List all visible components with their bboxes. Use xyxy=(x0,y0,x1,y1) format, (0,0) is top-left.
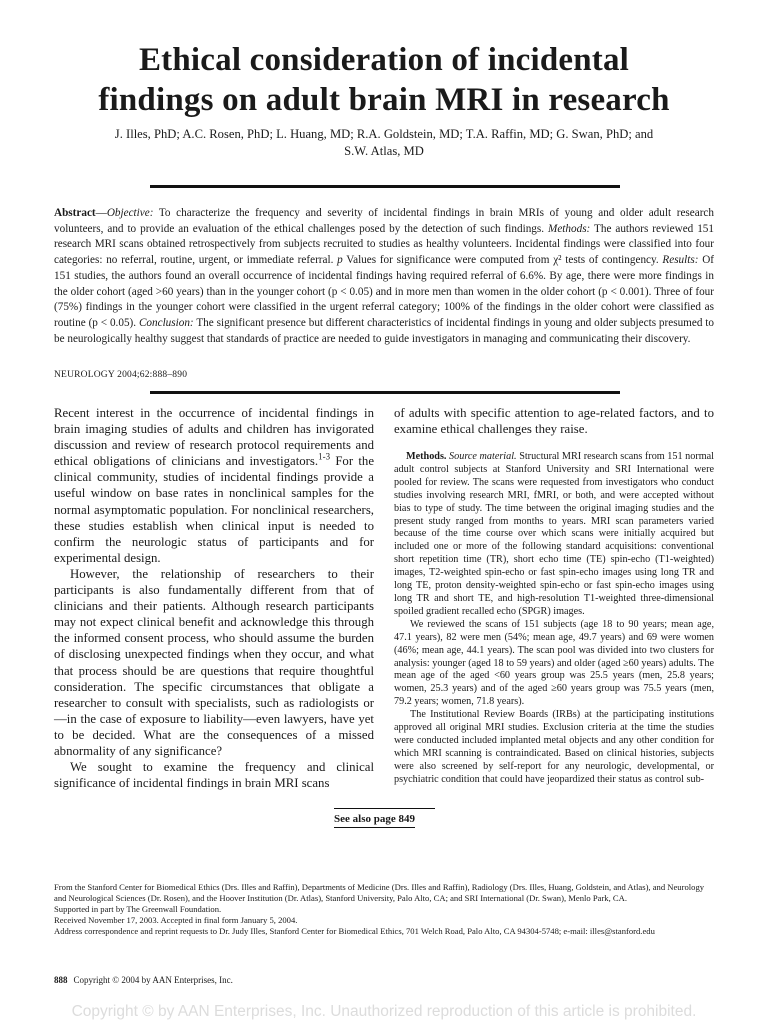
intro-paragraph-2: However, the relationship of researchers to their participants is also fundamentally different from that of clinicians and their patients. Although research participants may not expect clinical benefit and acknowledge this through the informed consent process, who should assume the burden of disclosing unexpected findings when they occur, and what that process should be are questions that require thoughtful consideration. The specific circumstances that obligate a researcher to consult with specialists, such as radiologists or—in the case of exposure to liability—even lawyers, have yet to be decided. What are the consequences of a missed abnormality of any significance? xyxy=(54,566,374,758)
objective-text: To characterize the frequency and severity of incidental findings in brain MRIs of young and older adult research volunteers, and to provide an evaluation of the ethical challenges posed by the detection of such findings. xyxy=(54,207,714,235)
journal-citation: NEUROLOGY 2004;62:888–890 xyxy=(54,370,188,380)
see-also-link[interactable]: See also page 849 xyxy=(334,813,415,828)
title-line-2: findings on adult brain MRI in research xyxy=(98,82,670,118)
methods-text: The authors reviewed 151 research MRI scans obtained retrospectively from subjects recruited to studies as healthy volunteers. Incidental findings were classified into four categories: no referral, routine, urgent, or immediate referral. xyxy=(54,222,714,267)
intro-paragraph-3: We sought to examine the frequency and clinical significance of incidental findings in brain MRI scans xyxy=(54,760,374,791)
support-note: Supported in part by The Greenwall Foundation. xyxy=(54,904,222,915)
received-note: Received November 17, 2003. Accepted in final form January 5, 2004. xyxy=(54,915,298,926)
footnotes xyxy=(54,882,714,937)
see-also-rule xyxy=(334,808,435,809)
abstract-label: Abstract xyxy=(54,207,96,219)
methods-p1-text: Structural MRI research scans from 151 normal adult control subjects at Stanford University and SRI International were pooled for review. The scans were requested from investigators who conduct studies involving research MRI, fMRI, or both, and were accepted without bias to type of study. The time between the original imaging studies and the present study ranged from months to years. MRI scan parameters varied because of the time course over which scans were initially acquired but included one or more of the following standard acquisitions: conventional short repetition time (TR), short echo time (TE) spin-echo (T1-weighted) images, T2-weighted spin-echo or fast spin-echo images using long TR and long TE, proton density-weighted spin-echo or fast spin-echo images using long TR and short TE, and high-resolution T1-weighted three-dimensional spoiled gradient recalled echo (SPGR) images. xyxy=(394,451,715,617)
address-note: Address correspondence and reprint requests to Dr. Judy Illes, Stanford Center for Biomedical Ethics, 701 Welch Road, Palo Alto, CA 94304-5748; e-mail: illes@stanford.edu xyxy=(54,926,655,937)
authors-line-2: S.W. Atlas, MD xyxy=(344,144,424,158)
abstract: Abstract—Objective: To characterize the frequency and severity of incidental findings in brain MRIs of young and older adult research volunteers, and to provide an evaluation of the ethical challenges posed by the detection of such findings. Methods: The authors reviewed 151 research MRI scans obtained retrospectively from subjects recruited to studies as healthy volunteers. Incidental findings were classified into four categories: no referral, routine, urgent, or immediate referral. p Values for significance were computed from χ² tests of contingency. Results: Of 151 studies, the authors found an overall occurrence of incidental findings having required referral of 6.6%. By age, there were more findings in the older cohort (aged >60 years) than in the younger cohort (p < 0.05) and in more men than women in the older cohort (p < 0.001). Three of four (75%) findings in the younger cohort were classified in the urgent referral category; 100% of the findings in the older cohort were classified as routine (p < 0.05). Conclusion: The significant presence but different characteristics of incidental findings in young and older subjects presumed to be neurologically healthy suggest that standards of practice are needed to guide investigators in managing and communicating their discovery. xyxy=(54,207,715,345)
body-column-right xyxy=(394,451,714,787)
affiliation-note: From the Stanford Center for Biomedical Ethics (Drs. Illes and Raffin), Departments of Medicine (Drs. Illes and Raffin), Radiology (Drs. Illes, Huang, Goldstein, and Atlas), and Neurology and Neurological Sciences (Dr. Rosen), and the Hoover Institution (Dr. Atlas), Stanford University, Palo Alto, CA; and SRI International (Dr. Swan), Menlo Park, CA. xyxy=(54,882,705,904)
divider-middle xyxy=(150,391,620,394)
methods-tail: Values for significance were computed from χ² tests of contingency. xyxy=(346,254,659,267)
intro-p1-tail: For the clinical community, studies of incidental findings provide a useful window on base rates in nonclinical samples for the normal asymptomatic population. For nonclinical researchers, these studies establish when clinical input is needed to confirm the neurologic status of participants and for experimental design. xyxy=(54,454,374,565)
methods-paragraph-2: We reviewed the scans of 151 subjects (age 18 to 90 years; mean age, 47.1 years), 82 were men (54%; mean age, 49.7 years) and 69 were women (46%; mean age, 44.1 years). The scan pool was divided into two clusters for analysis: younger (aged 18 to 59 years) and older (aged ≥60 years) adults. The mean age of the aged <60 years group was 25.5 years (men, 25.8 years; women, 25.3 years) and of the aged ≥60 years group was 75.5 years (men, 79.2 years; women, 71.8 years). xyxy=(394,618,714,708)
source-material-subheading: Source material. xyxy=(449,451,517,462)
conclusion-text: The significant presence but different characteristics of incidental findings in young and older subjects presumed to be neurologically healthy suggest that standards of practice are needed to guide investigators in managing and communicating their discovery. xyxy=(54,316,715,345)
objective-label: Objective: xyxy=(106,207,154,219)
reference-superscript[interactable]: 1-3 xyxy=(318,452,331,463)
results-label: Results: xyxy=(662,254,699,267)
results-text: Of 151 studies, the authors found an overall occurrence of incidental findings having required referral of 6.6%. By age, there were more findings in the older cohort (aged >60 years) than in the younger cohort (p < 0.05) and in more men than women in the older cohort (p < 0.001). Three of four (75%) findings in the younger cohort were classified in the urgent referral category; 100% of the findings in the older cohort were classified as routine (p < 0.05). xyxy=(54,254,714,329)
methods-paragraph-3: The Institutional Review Boards (IRBs) at the participating institutions approved all original MRI studies. Exclusion criteria at the time the studies were conducted included implanted metal objects and any other condition for which MRI scanning is contraindicated. Based on clinical histories, subjects were also screened by self-report for any neurologic, developmental, or psychiatric condition that could have jeopardized their status as control sub- xyxy=(394,709,714,785)
methods-label: Methods: xyxy=(548,222,591,235)
copyright-watermark: Copyright © by AAN Enterprises, Inc. Unauthorized reproduction of this article is prohibited. xyxy=(71,1003,697,1020)
page-footer xyxy=(54,975,233,985)
article-title xyxy=(40,40,728,120)
body-column-left xyxy=(54,405,374,791)
methods-heading: Methods. xyxy=(406,451,447,462)
intro-continuation: of adults with specific attention to age-related factors, and to examine ethical challenges they raise. xyxy=(394,406,714,437)
authors-line-1: J. Illes, PhD; A.C. Rosen, PhD; L. Huang, MD; R.A. Goldstein, MD; T.A. Raffin, MD; G. Swan, PhD; and xyxy=(114,127,654,141)
intro-p1-text: Recent interest in the occurrence of incidental findings in brain imaging studies of adults and children has invigorated discussion and review of research protocol requirements and ethical obligations of clinicians and investigators. xyxy=(54,406,374,469)
methods-paragraph-1 xyxy=(394,451,714,619)
copyright-text: Copyright © 2004 by AAN Enterprises, Inc. xyxy=(73,975,233,985)
methods-p: p xyxy=(337,254,343,267)
page-number: 888 xyxy=(54,975,68,985)
divider-top xyxy=(150,185,620,188)
title-line-1: Ethical consideration of incidental xyxy=(138,42,630,78)
author-list xyxy=(60,126,708,160)
intro-paragraph-1 xyxy=(54,405,374,566)
conclusion-label: Conclusion: xyxy=(138,316,194,329)
